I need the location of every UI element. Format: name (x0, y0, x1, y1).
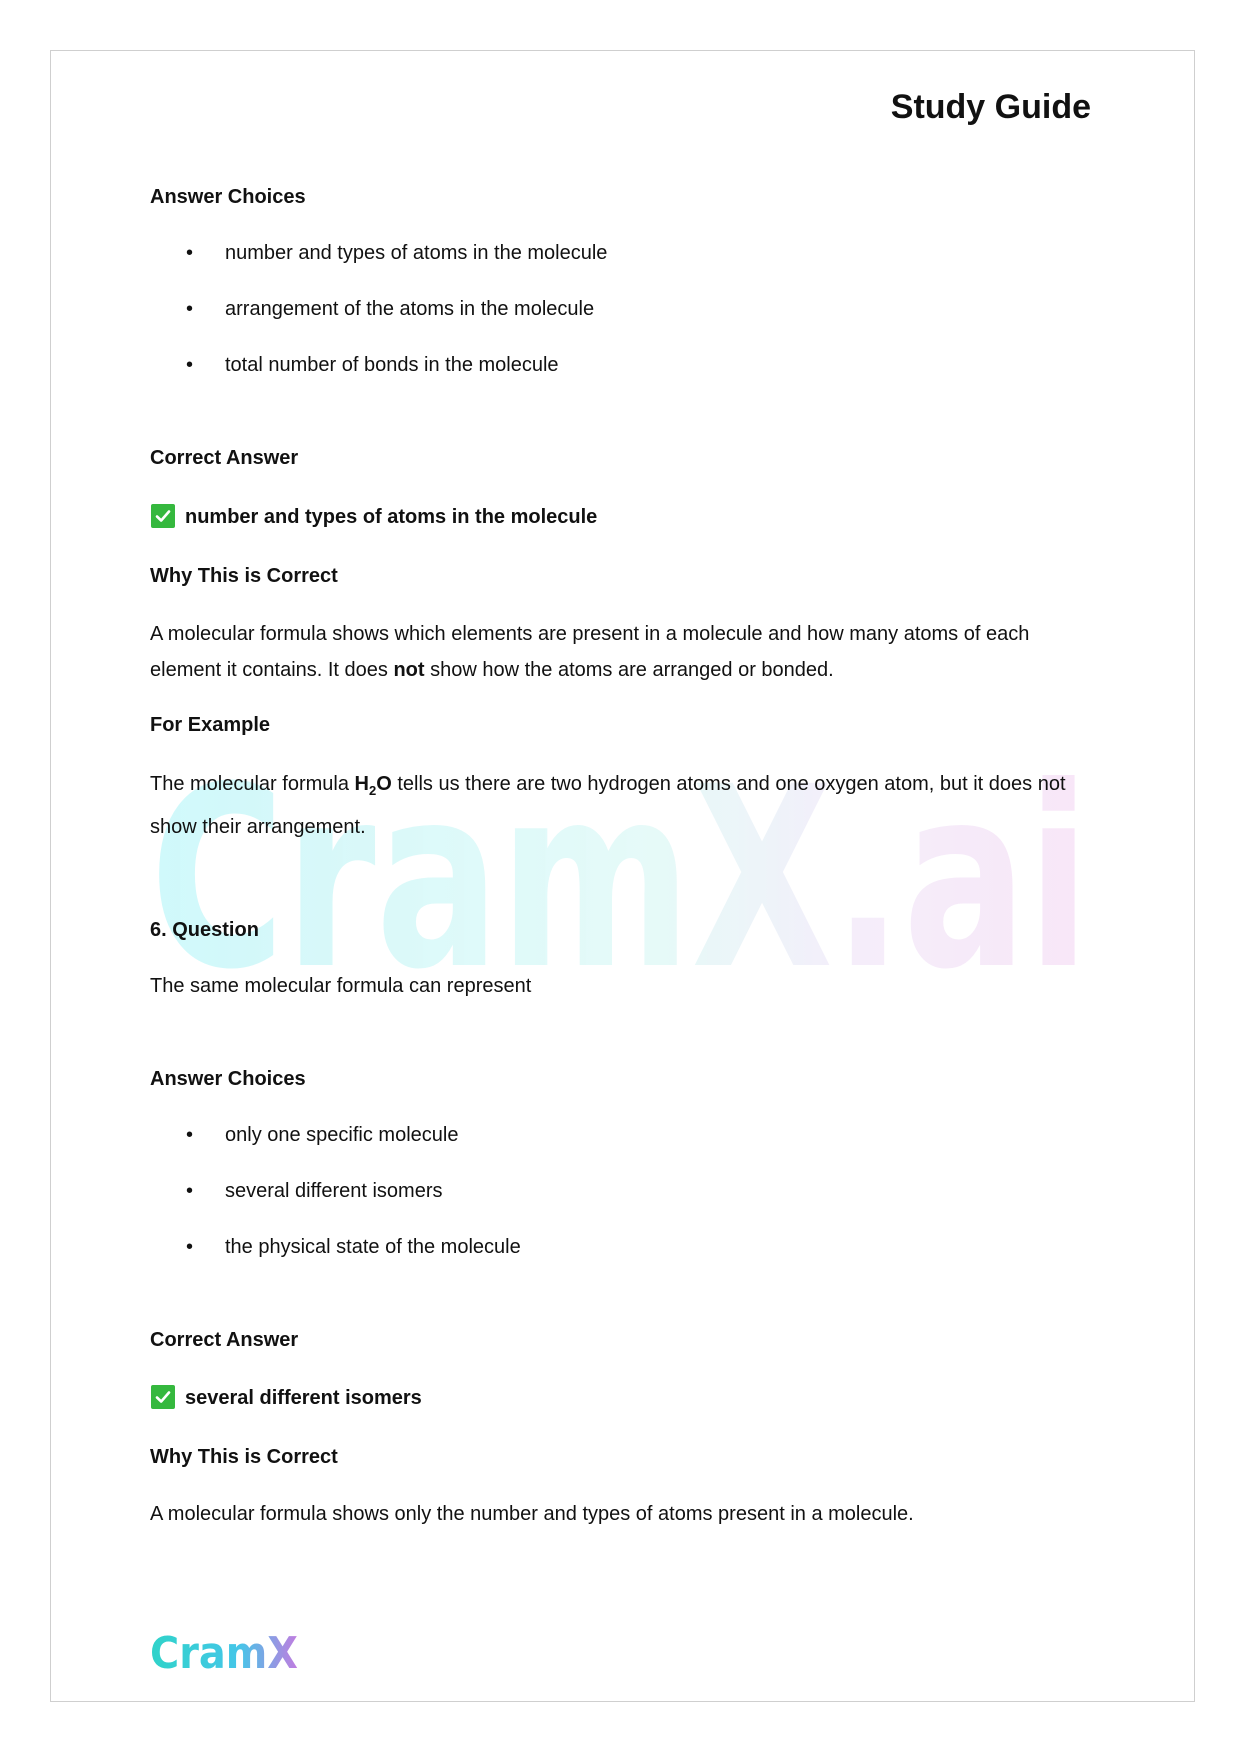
explanation-paragraph: A molecular formula shows which elements are present in a molecule and how many atoms of each element it contains. It does not show how the atoms are arranged or bonded. (150, 623, 1030, 681)
explanation-paragraph: A molecular formula shows only the number and types of atoms present in a molecule. (150, 1503, 914, 1525)
correct-answer-heading: Correct Answer (150, 447, 299, 469)
why-correct-heading: Why This is Correct (150, 565, 338, 587)
answer-choice: number and types of atoms in the molecule (225, 242, 608, 264)
answer-choice: arrangement of the atoms in the molecule (225, 298, 595, 320)
checkmark-icon (151, 504, 175, 528)
example-paragraph: The molecular formula $H_2O$ tells us there are two hydrogen atoms and one oxygen atom, but it does not show their arrangement. (150, 773, 1066, 838)
watermark-text: CramX.ai (150, 755, 1090, 995)
correct-answer-text: number and types of atoms in the molecule (185, 506, 598, 528)
question-heading: 6. Question (150, 919, 259, 941)
question-text: The same molecular formula can represent (150, 975, 532, 997)
answer-choice: the physical state of the molecule (225, 1236, 521, 1258)
bullet-icon: • (186, 298, 194, 320)
bullet-icon: • (186, 354, 194, 376)
answer-choices-heading: Answer Choices (150, 1068, 306, 1090)
answer-choice: only one specific molecule (225, 1124, 459, 1146)
bullet-icon: • (186, 1124, 194, 1146)
checkmark-icon (151, 1385, 175, 1409)
correct-answer-text: several different isomers (185, 1387, 422, 1409)
logo-text: CramX (150, 1628, 299, 1676)
why-correct-heading: Why This is Correct (150, 1446, 338, 1468)
bullet-icon: • (186, 242, 194, 264)
answer-choice: total number of bonds in the molecule (225, 354, 559, 376)
bullet-icon: • (186, 1236, 194, 1258)
answer-choice: several different isomers (225, 1180, 443, 1202)
cramx-logo (150, 1628, 300, 1676)
answer-choices-heading: Answer Choices (150, 186, 306, 208)
bullet-icon: • (186, 1180, 194, 1202)
example-heading: For Example (150, 714, 271, 736)
page-title: Study Guide (890, 88, 1091, 126)
correct-answer-heading: Correct Answer (150, 1329, 299, 1351)
